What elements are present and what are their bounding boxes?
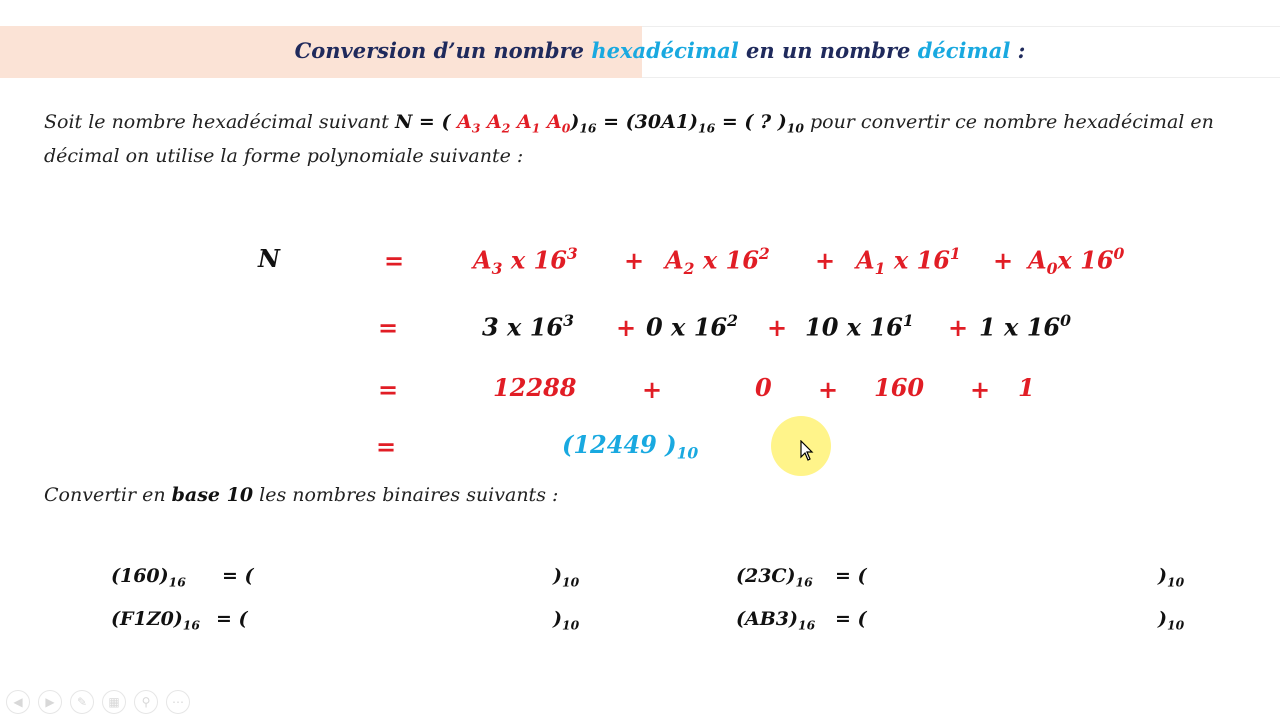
term-0x16-2: 0 x $16^2$	[646, 311, 738, 342]
term-10x16-1: 10 x $16^1$	[805, 311, 914, 342]
exercise-23c: $(23C)_{16}$	[736, 565, 813, 590]
title-hex: hexadécimal	[591, 38, 739, 63]
exercise-close: )$_{10}$	[1158, 565, 1185, 590]
term-a0: $A_0x$ $16^0$	[1028, 244, 1125, 278]
term-1x16-0: 1 x $16^0$	[979, 311, 1071, 342]
zoom-icon[interactable]: ⚲	[134, 690, 158, 714]
mouse-pointer-icon	[800, 440, 814, 462]
plus-sign: +	[624, 246, 645, 275]
plus-sign: +	[815, 246, 836, 275]
previous-icon[interactable]: ◀	[6, 690, 30, 714]
plus-sign: +	[970, 375, 991, 404]
exercise-eq: = (	[222, 565, 254, 587]
value-1: 1	[1018, 373, 1035, 402]
exercise-close: )$_{10}$	[553, 565, 580, 590]
plus-sign: +	[818, 375, 839, 404]
value-12288: 12288	[493, 373, 577, 402]
pen-icon[interactable]: ✎	[70, 690, 94, 714]
slide-title	[0, 38, 1280, 63]
term-a3: $A_3$ x $16^3$	[473, 244, 578, 278]
equation-lhs: N	[258, 244, 280, 273]
equals-sign-2: =	[378, 313, 399, 342]
exercise-eq: = (	[835, 608, 867, 630]
term-a2: $A_2$ x $16^2$	[665, 244, 770, 278]
exercise-close: )$_{10}$	[1158, 608, 1185, 633]
title-text-1: Conversion d’un nombre	[294, 38, 592, 63]
term-3x16-3: 3 x $16^3$	[482, 311, 574, 342]
title-dec: décimal	[917, 38, 1011, 63]
exercise-close: )$_{10}$	[553, 608, 580, 633]
title-text-2: en un nombre	[738, 38, 918, 63]
plus-sign: +	[642, 375, 663, 404]
plus-sign: +	[948, 313, 969, 342]
plus-sign: +	[993, 246, 1014, 275]
exercise-f1z0: $(F1Z0)_{16}$	[111, 608, 200, 633]
slideshow-toolbar	[6, 690, 190, 714]
more-icon[interactable]: ⋯	[166, 690, 190, 714]
plus-sign: +	[616, 313, 637, 342]
exercise-160: $(160)_{16}$	[111, 565, 186, 590]
intro-paragraph: Soit le nombre hexadécimal suivant N = ( $A_3$ $A_2$ $A_1$ $A_0)_{16} = (30A1)_{16}$ = ( ? )$_{10}$ pour convertir ce nombre hexadécimal en décimal on utilise la forme polynomiale suivante :	[44, 111, 1214, 168]
value-160: 160	[874, 373, 925, 402]
plus-sign: +	[767, 313, 788, 342]
term-a1: $A_1$ x $16^1$	[856, 244, 961, 278]
equals-sign-3: =	[378, 375, 399, 404]
equals-sign-4: =	[376, 432, 397, 461]
exercise-eq: = (	[835, 565, 867, 587]
exercise-instruction: Convertir en base 10 les nombres binaires suivants :	[44, 484, 559, 506]
result-value: (12449 )$_{10}$	[562, 430, 699, 463]
exercise-eq: = (	[216, 608, 248, 630]
value-0: 0	[755, 373, 772, 402]
equals-sign-1: =	[384, 246, 405, 275]
exercise-ab3: $(AB3)_{16}$	[736, 608, 816, 633]
slides-icon[interactable]: ▦	[102, 690, 126, 714]
next-icon[interactable]: ▶	[38, 690, 62, 714]
title-colon: :	[1010, 38, 1026, 63]
